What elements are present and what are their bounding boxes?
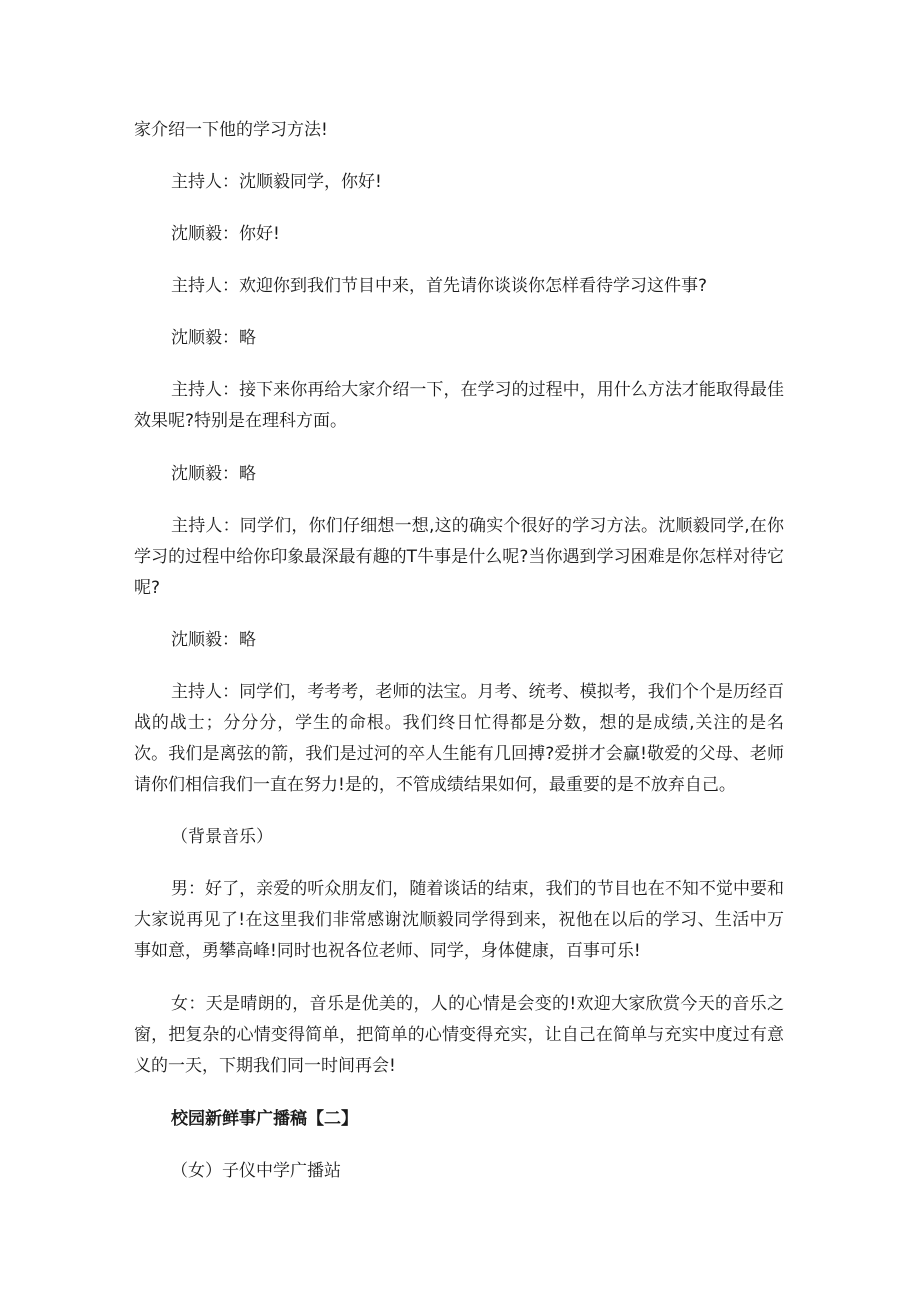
paragraph-guest-greeting: 沈顺毅：你好! <box>171 224 280 244</box>
paragraph-host-question-1: 主持人：欢迎你到我们节目中来，首先请你谈谈你怎样看待学习这件事? <box>171 276 708 296</box>
paragraph-guest-answer-1: 沈顺毅：略 <box>171 328 256 348</box>
paragraph-host-question-2: 主持人：接下来你再给大家介绍一下，在学习的过程中，用什么方法才能取得最佳效果呢?特别是在理科方面。 <box>134 380 784 431</box>
paragraph-host-greeting: 主持人：沈顺毅同学，你好! <box>171 172 382 192</box>
paragraph-female-closing: 女：天是晴朗的，音乐是优美的，人的心情是会变的!欢迎大家欣赏今天的音乐之窗，把复杂的心情变得简单，把简单的心情变得充实，让自己在简单与充实中度过有意义的一天，下期我们同一时间再会! <box>134 994 784 1076</box>
paragraph-station-intro: （女）子仪中学广播站 <box>171 1161 341 1181</box>
paragraph-continuation: 家介绍一下他的学习方法! <box>134 120 328 140</box>
paragraph-host-question-3: 主持人：同学们，你们仔细想一想,这的确实个很好的学习方法。沈顺毅同学,在你学习的过程中给你印象最深最有趣的T牛事是什么呢?当你遇到学习困难是你怎样对待它呢? <box>134 516 784 598</box>
paragraph-guest-answer-3: 沈顺毅：略 <box>171 630 256 650</box>
paragraph-host-speech: 主持人：同学们，考考考，老师的法宝。月考、统考、模拟考，我们个个是历经百战的战士；分分分，学生的命根。我们终日忙得都是分数，想的是成绩,关注的是名次。我们是离弦的箭，我们是过河的卒人生能有几回搏?爱拼才会赢!敬爱的父母、老师请你们相信我们一直在努力!是的，不管成绩结果如何，最重要的是不放弃自己。 <box>134 682 784 795</box>
paragraph-background-music: （背景音乐） <box>171 827 273 847</box>
section-heading: 校园新鲜事广播稿【二】 <box>171 1109 358 1129</box>
paragraph-guest-answer-2: 沈顺毅：略 <box>171 464 256 484</box>
paragraph-male-closing: 男：好了，亲爱的听众朋友们，随着谈话的结束，我们的节目也在不知不觉中要和大家说再见了!在这里我们非常感谢沈顺毅同学得到来，祝他在以后的学习、生活中万事如意，勇攀高峰!同时也祝各位老师、同学，身体健康，百事可乐! <box>134 879 784 961</box>
